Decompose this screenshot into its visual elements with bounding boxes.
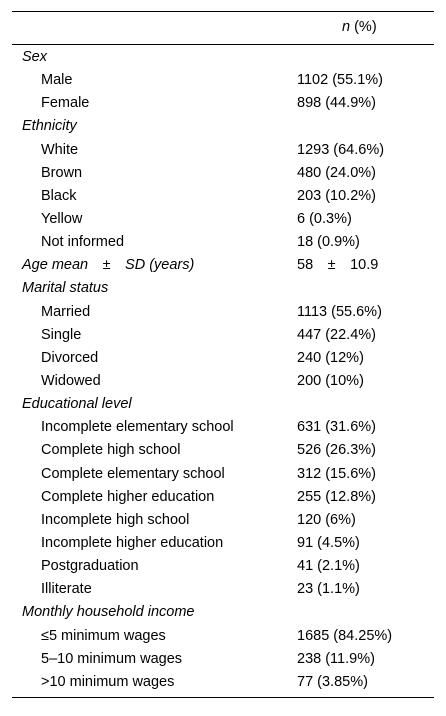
section-row — [12, 277, 434, 300]
row-label: Yellow — [41, 210, 83, 227]
row-label: Brown — [41, 164, 83, 181]
row-label: Incomplete higher education — [41, 534, 224, 551]
row-value: 23 (1.1%) — [297, 581, 360, 598]
section-label: Educational level — [22, 396, 132, 413]
row-label: Widowed — [41, 372, 101, 389]
table-row — [12, 231, 434, 254]
row-label: Incomplete elementary school — [41, 419, 234, 436]
header-percent-suffix: (%) — [350, 19, 377, 35]
row-value: 203 (10.2%) — [297, 187, 376, 204]
table-row — [12, 671, 434, 694]
row-value: 240 (12%) — [297, 349, 364, 366]
table-row — [12, 324, 434, 347]
row-value: 41 (2.1%) — [297, 558, 360, 575]
table-row — [12, 486, 434, 509]
table-row — [12, 347, 434, 370]
row-label: Male — [41, 72, 73, 89]
row-label: White — [41, 141, 79, 158]
row-value: 1293 (64.6%) — [297, 141, 385, 158]
row-label: Postgraduation — [41, 558, 139, 575]
row-label: Black — [41, 187, 77, 204]
row-value: 91 (4.5%) — [297, 534, 360, 551]
section-label: Marital status — [22, 280, 109, 297]
section-label: Ethnicity — [22, 118, 77, 135]
table-row — [12, 162, 434, 185]
section-row — [12, 115, 434, 138]
table-row — [12, 416, 434, 439]
table-row — [12, 208, 434, 231]
row-value: 58 ± 10.9 — [297, 257, 379, 274]
row-value: 120 (6%) — [297, 511, 356, 528]
table-row — [12, 578, 434, 601]
table-row — [12, 301, 434, 324]
table-row — [12, 648, 434, 671]
row-value: 526 (26.3%) — [297, 442, 376, 459]
row-value: 898 (44.9%) — [297, 95, 376, 112]
table-body — [12, 45, 434, 697]
row-value: 631 (31.6%) — [297, 419, 376, 436]
section-row — [12, 46, 434, 69]
table-row — [12, 185, 434, 208]
row-label: Not informed — [41, 234, 125, 251]
section-label: Monthly household income — [22, 604, 195, 621]
row-label: 5–10 minimum wages — [41, 650, 183, 667]
row-label: Married — [41, 303, 91, 320]
row-label: >10 minimum wages — [41, 673, 175, 690]
header-n-percent — [342, 19, 377, 35]
table-row — [12, 555, 434, 578]
row-label: Illiterate — [41, 581, 92, 598]
row-label: Complete high school — [41, 442, 181, 459]
table-header — [12, 12, 434, 45]
table-row — [12, 139, 434, 162]
row-label: ≤5 minimum wages — [41, 627, 166, 644]
table-row — [12, 625, 434, 648]
section-label: Sex — [22, 49, 47, 65]
table-row — [12, 69, 434, 92]
row-value: 18 (0.9%) — [297, 234, 360, 251]
row-value: 238 (11.9%) — [297, 650, 375, 667]
row-label: Incomplete high school — [41, 511, 190, 528]
section-row — [12, 254, 434, 277]
row-value: 1685 (84.25%) — [297, 627, 393, 644]
table-row — [12, 463, 434, 486]
table-row — [12, 370, 434, 393]
row-label: Complete higher education — [41, 488, 215, 505]
section-row — [12, 393, 434, 416]
row-label: Female — [41, 95, 90, 112]
table-row — [12, 509, 434, 532]
row-label: Complete elementary school — [41, 465, 225, 482]
row-label: Single — [41, 326, 82, 343]
demographics-table — [12, 11, 434, 698]
row-value: 6 (0.3%) — [297, 210, 352, 227]
row-value: 1113 (55.6%) — [297, 303, 382, 320]
table-row — [12, 532, 434, 555]
header-n-symbol: n — [342, 19, 351, 35]
row-value: 77 (3.85%) — [297, 673, 368, 690]
table-row — [12, 439, 434, 462]
row-value: 200 (10%) — [297, 372, 364, 389]
section-row — [12, 601, 434, 624]
row-value: 1102 (55.1%) — [297, 72, 383, 89]
row-value: 447 (22.4%) — [297, 326, 376, 343]
row-value: 480 (24.0%) — [297, 164, 376, 181]
row-label: Divorced — [41, 349, 99, 366]
row-value: 255 (12.8%) — [297, 488, 376, 505]
row-value: 312 (15.6%) — [297, 465, 376, 482]
table-row — [12, 92, 434, 115]
section-label: Age mean ± SD (years) — [22, 257, 195, 274]
